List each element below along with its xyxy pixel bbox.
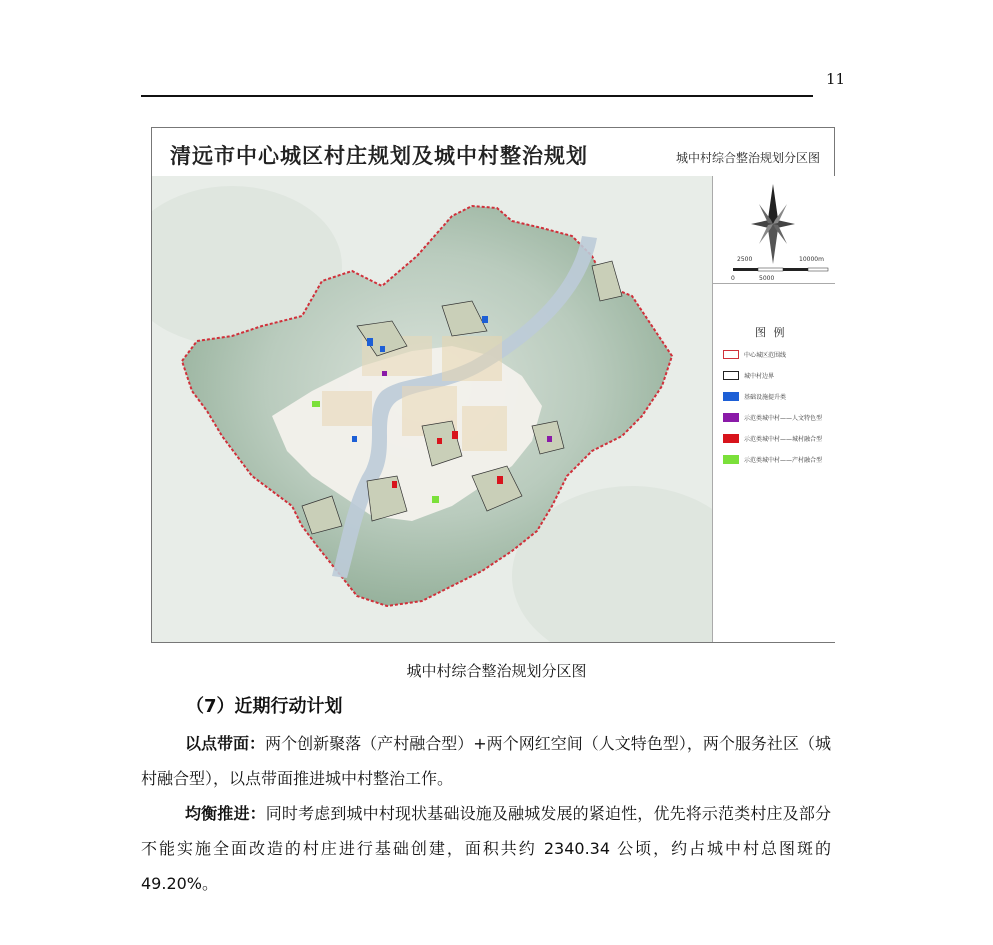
legend-swatch — [723, 350, 739, 359]
paragraph-lead: 均衡推进： — [185, 804, 266, 823]
paragraph-body: 同时考虑到城中村现状基础设施及融城发展的紧迫性，优先将示范类村庄及部分不能实施全面改造的村庄进行基础创建，面积共约 2340.34 公顷，约占城中村总图斑的 49.20%。 — [141, 804, 831, 893]
paragraph — [141, 796, 831, 901]
map-subtitle: 城中村综合整治规划分区图 — [676, 151, 821, 165]
legend-label: 示范类城中村——城村融合型 — [744, 436, 823, 443]
legend-label: 中心城区范围线 — [744, 352, 787, 359]
legend-swatch — [723, 455, 739, 464]
map-title: 清远市中心城区村庄规划及城中村整治规划 — [170, 144, 588, 168]
legend-swatch — [723, 371, 739, 380]
legend-item — [723, 365, 822, 386]
panel-divider — [713, 283, 835, 284]
legend-label: 城中村边界 — [744, 373, 775, 380]
map-area — [152, 176, 712, 642]
legend-item — [723, 449, 822, 470]
paragraph-lead: 以点带面： — [185, 734, 266, 753]
paragraph — [141, 726, 831, 796]
legend-title: 图 例 — [755, 326, 787, 339]
section-heading: （7）近期行动计划 — [186, 696, 343, 717]
page-number: 11 — [826, 70, 846, 88]
map-side-panel: 2500 10000m 0 5000 图 例 中心城区范围线 城中村边界 基础设施提升类 示范类城中村——人文特色型 示范类城中村——城村融合型 示范类城中村——产村融合型 — [712, 176, 835, 642]
legend-swatch — [723, 413, 739, 422]
legend-swatch — [723, 392, 739, 401]
legend-item — [723, 386, 822, 407]
legend-item — [723, 428, 822, 449]
legend-item — [723, 344, 822, 365]
header-rule — [141, 95, 813, 97]
legend — [723, 344, 822, 470]
compass-rose — [713, 176, 835, 316]
legend-label: 基础设施提升类 — [744, 394, 787, 401]
map-graphic — [152, 176, 712, 642]
map-figure — [151, 127, 835, 643]
compass-icon — [751, 184, 795, 264]
legend-item — [723, 407, 822, 428]
scale-bar — [733, 268, 828, 271]
legend-label: 示范类城中村——人文特色型 — [744, 415, 823, 422]
paragraph-body: 两个创新聚落（产村融合型）+两个网红空间（人文特色型），两个服务社区（城村融合型），以点带面推进城中村整治工作。 — [141, 734, 831, 788]
figure-caption: 城中村综合整治规划分区图 — [406, 662, 587, 680]
legend-label: 示范类城中村——产村融合型 — [744, 457, 823, 464]
legend-swatch — [723, 434, 739, 443]
